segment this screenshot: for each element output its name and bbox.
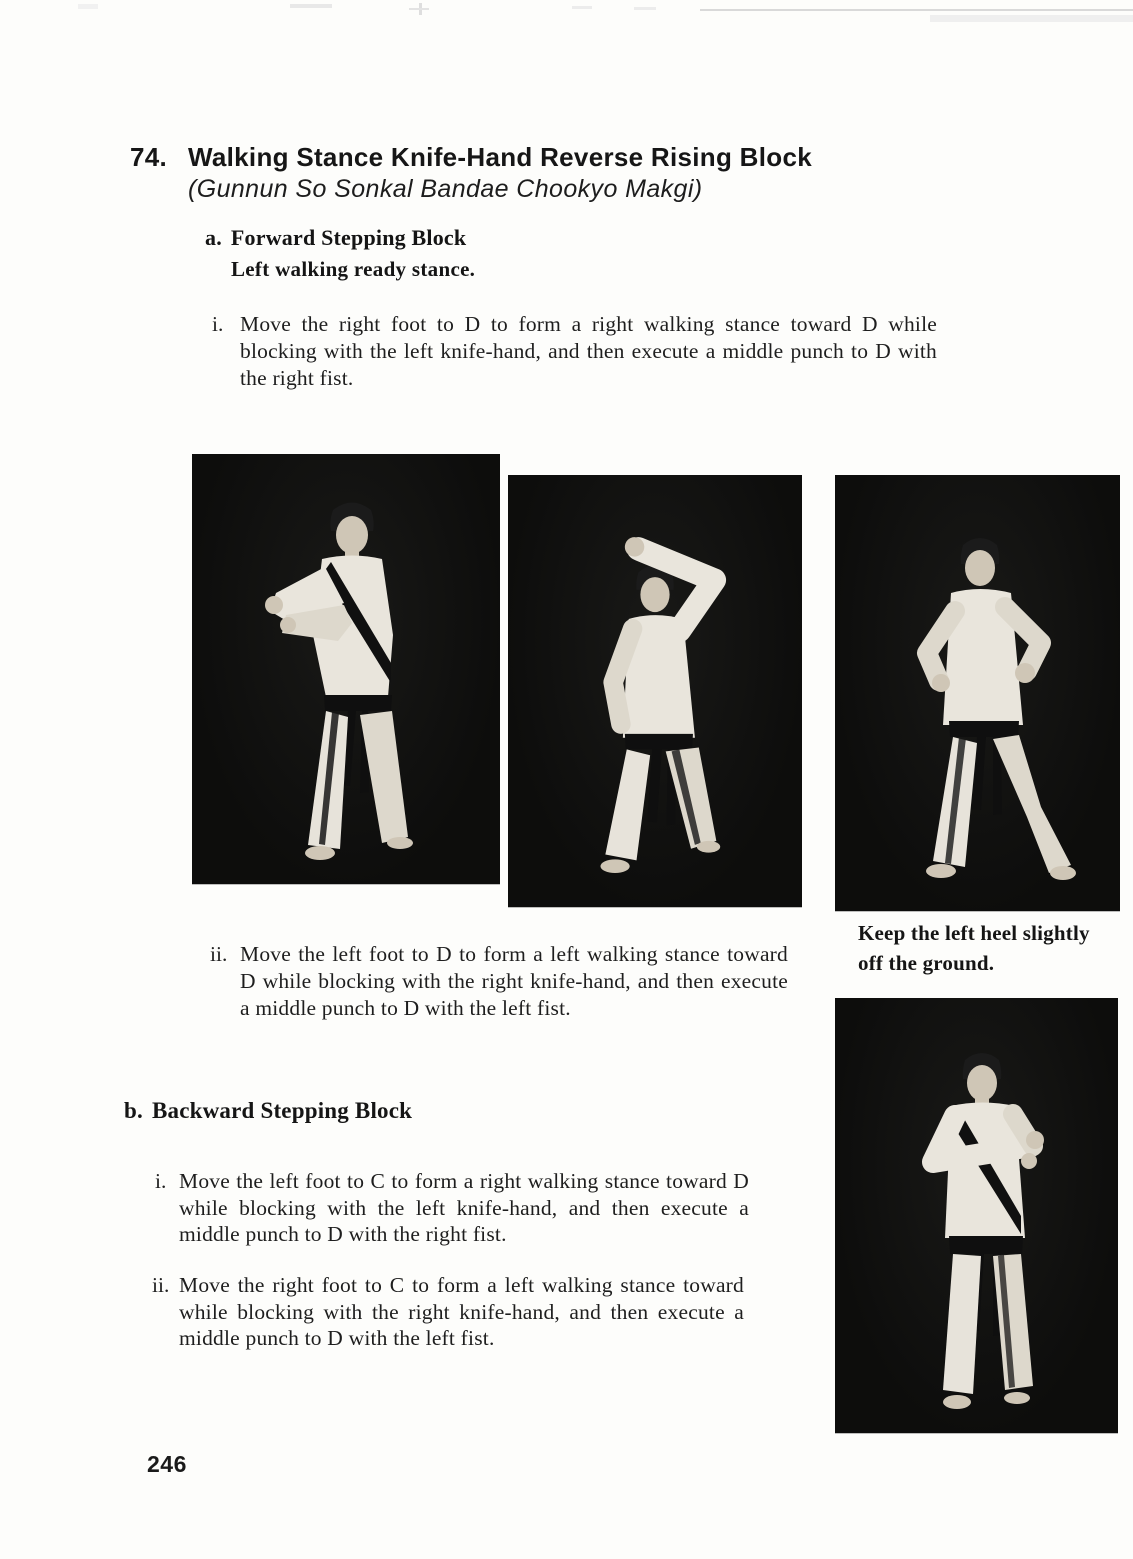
section-a-label: a. (205, 225, 222, 250)
instruction-text: Move the left foot to C to form a right walking stance toward D while blocking with the left knife-hand, and then execute a middle punch to D with the right fist. (179, 1169, 749, 1246)
instruction-text: Move the right foot to C to form a left walking stance toward while blocking with the right knife-hand, and then execute a middle punch to D with the left fist. (179, 1273, 744, 1350)
section-b-title: Backward Stepping Block (151, 1098, 413, 1123)
item-marker: ii. (152, 1273, 170, 1297)
scan-artifact-smudge (78, 4, 98, 9)
technique-number: 74. (130, 142, 168, 172)
instruction-a-i (212, 311, 937, 392)
instruction-a-ii (210, 941, 788, 1022)
martial-artist-figure (835, 475, 1120, 911)
photo-caption: Keep the left heel slightly off the ground. (858, 921, 1090, 975)
instruction-text: Move the right foot to D to form a right walking stance toward D while blocking with the left knife-hand, and then execute a middle punch to D with the right fist. (240, 312, 937, 390)
photo-rising-block (508, 475, 802, 907)
martial-artist-figure (508, 475, 802, 907)
scan-artifact-smudge (572, 6, 592, 9)
instruction-b-ii (152, 1272, 744, 1352)
page-number: 246 (147, 1451, 187, 1477)
item-marker: ii. (210, 942, 228, 966)
photo-forward-block-step1 (192, 454, 500, 884)
scan-artifact-mark (409, 8, 429, 10)
technique-korean-name: (Gunnun So Sonkal Bandae Chookyo Makgi) (188, 175, 703, 203)
scan-artifact-smudge (290, 4, 332, 8)
item-marker: i. (155, 1169, 167, 1193)
instruction-text: Move the left foot to D to form a left walking stance toward D while blocking with the right knife-hand, and then execute a middle punch to D with the left fist. (240, 942, 788, 1020)
photo-walking-stance-block (835, 475, 1120, 911)
scan-artifact-smudge (634, 7, 656, 10)
martial-artist-figure (192, 454, 500, 884)
section-b-label: b. (124, 1098, 143, 1123)
section-b-heading (124, 1098, 412, 1124)
scan-artifact-mark (419, 3, 422, 15)
technique-title: Walking Stance Knife-Hand Reverse Rising Block (188, 142, 812, 172)
section-a-title: Forward Stepping Block (230, 225, 467, 250)
photo-backward-block (835, 998, 1118, 1433)
section-a-heading (205, 225, 466, 251)
scan-artifact-line (700, 9, 1133, 11)
instruction-b-i (155, 1168, 749, 1248)
scan-artifact-smudge (930, 15, 1133, 22)
section-a-subheading: Left walking ready stance. (231, 257, 476, 281)
item-marker: i. (212, 312, 224, 336)
martial-artist-figure (835, 998, 1118, 1433)
